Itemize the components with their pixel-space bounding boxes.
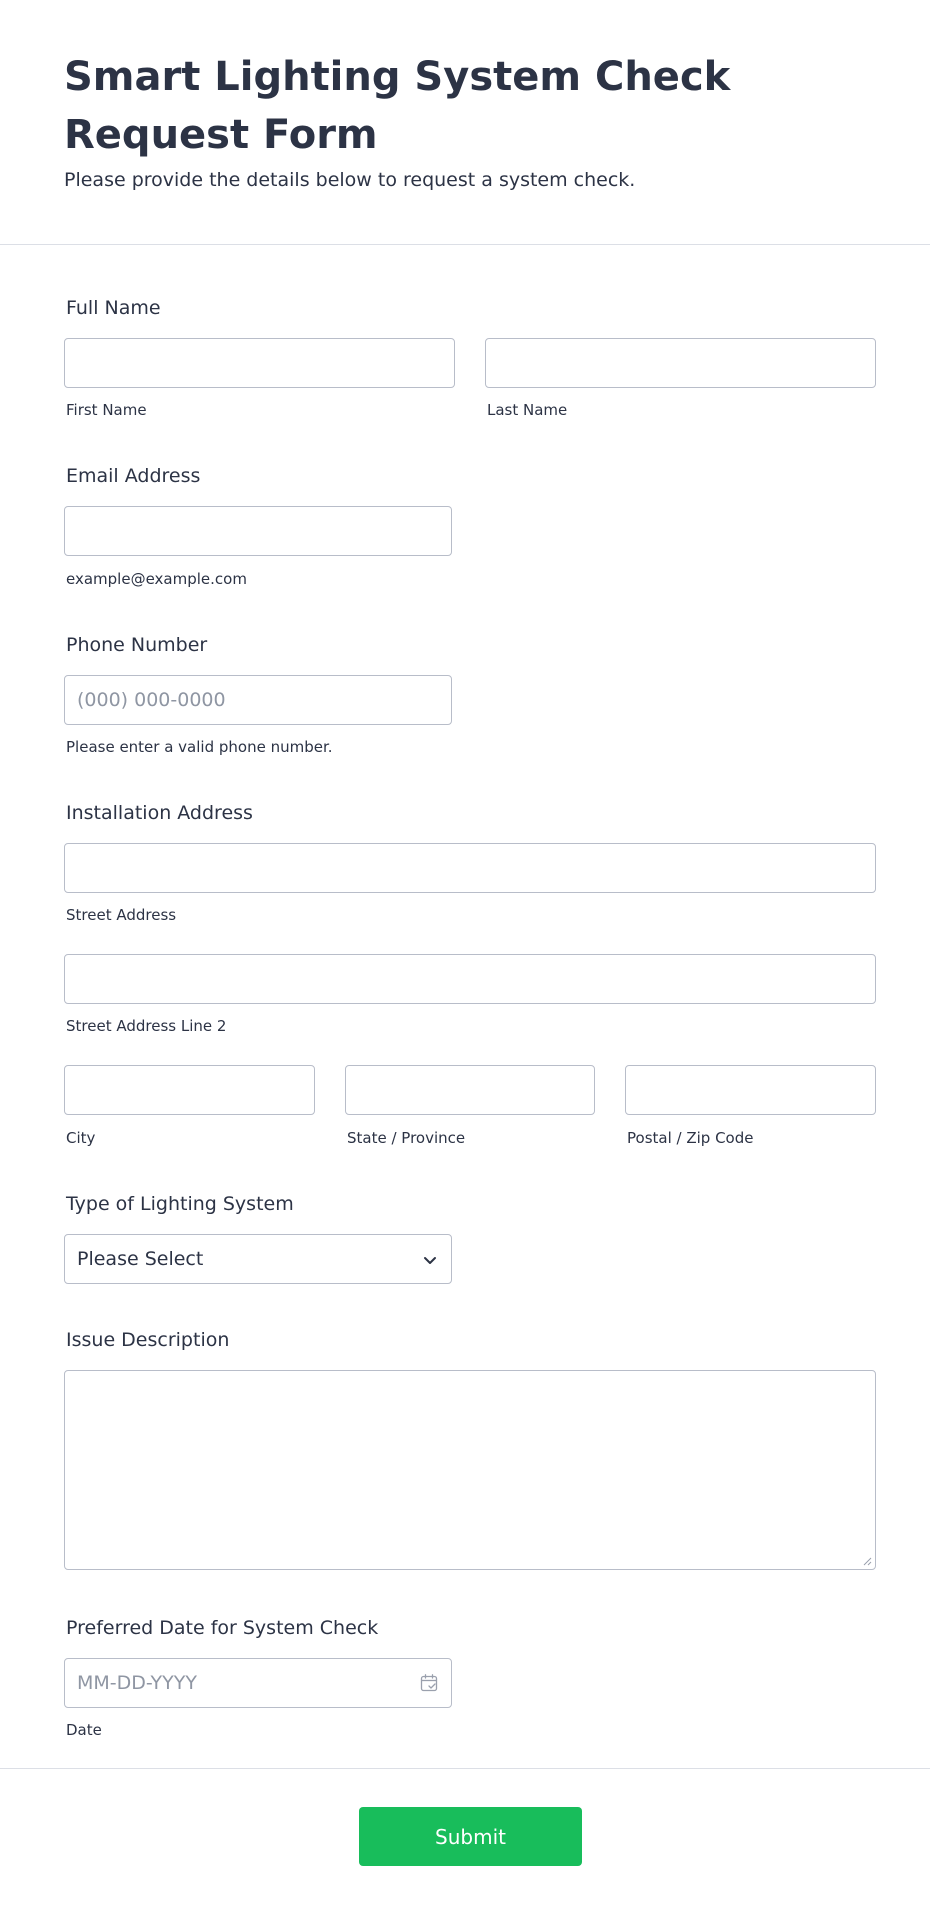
installation-address-label: Installation Address <box>66 802 253 824</box>
lighting-type-selected-value: Please Select <box>77 1248 204 1270</box>
issue-description-label: Issue Description <box>66 1329 230 1351</box>
form-header <box>0 0 930 245</box>
preferred-date-label: Preferred Date for System Check <box>66 1617 379 1639</box>
date-sublabel: Date <box>66 1721 102 1739</box>
street-address-input[interactable] <box>64 843 876 893</box>
city-sublabel: City <box>66 1129 96 1147</box>
state-province-sublabel: State / Province <box>347 1129 466 1147</box>
submit-button[interactable]: Submit <box>359 1807 582 1866</box>
last-name-input[interactable] <box>485 338 876 388</box>
lighting-type-select[interactable] <box>64 1234 452 1284</box>
city-input[interactable] <box>64 1065 315 1115</box>
phone-sublabel: Please enter a valid phone number. <box>66 738 333 756</box>
calendar-icon[interactable] <box>419 1673 439 1693</box>
street-address-sublabel: Street Address <box>66 906 177 924</box>
full-name-label: Full Name <box>66 297 161 319</box>
form-subtitle: Please provide the details below to request a system check. <box>64 169 636 191</box>
footer-divider <box>0 1768 930 1769</box>
postal-code-input[interactable] <box>625 1065 876 1115</box>
street-address-line2-sublabel: Street Address Line 2 <box>66 1017 227 1035</box>
chevron-down-icon <box>421 1251 439 1269</box>
issue-description-textarea[interactable] <box>64 1370 876 1570</box>
first-name-sublabel: First Name <box>66 401 147 419</box>
lighting-type-label: Type of Lighting System <box>66 1193 294 1215</box>
postal-code-sublabel: Postal / Zip Code <box>627 1129 754 1147</box>
email-label: Email Address <box>66 465 201 487</box>
phone-label: Phone Number <box>66 634 208 656</box>
street-address-line2-input[interactable] <box>64 954 876 1004</box>
phone-input[interactable] <box>64 675 452 725</box>
form-title: Smart Lighting System Check Request Form <box>64 54 731 158</box>
first-name-input[interactable] <box>64 338 455 388</box>
preferred-date-field[interactable] <box>64 1658 452 1708</box>
email-field[interactable] <box>64 506 452 556</box>
last-name-sublabel: Last Name <box>487 401 568 419</box>
preferred-date-input[interactable] <box>64 1658 452 1708</box>
email-sublabel: example@example.com <box>66 570 247 588</box>
resize-grip-icon[interactable] <box>862 1556 872 1566</box>
state-province-input[interactable] <box>345 1065 595 1115</box>
